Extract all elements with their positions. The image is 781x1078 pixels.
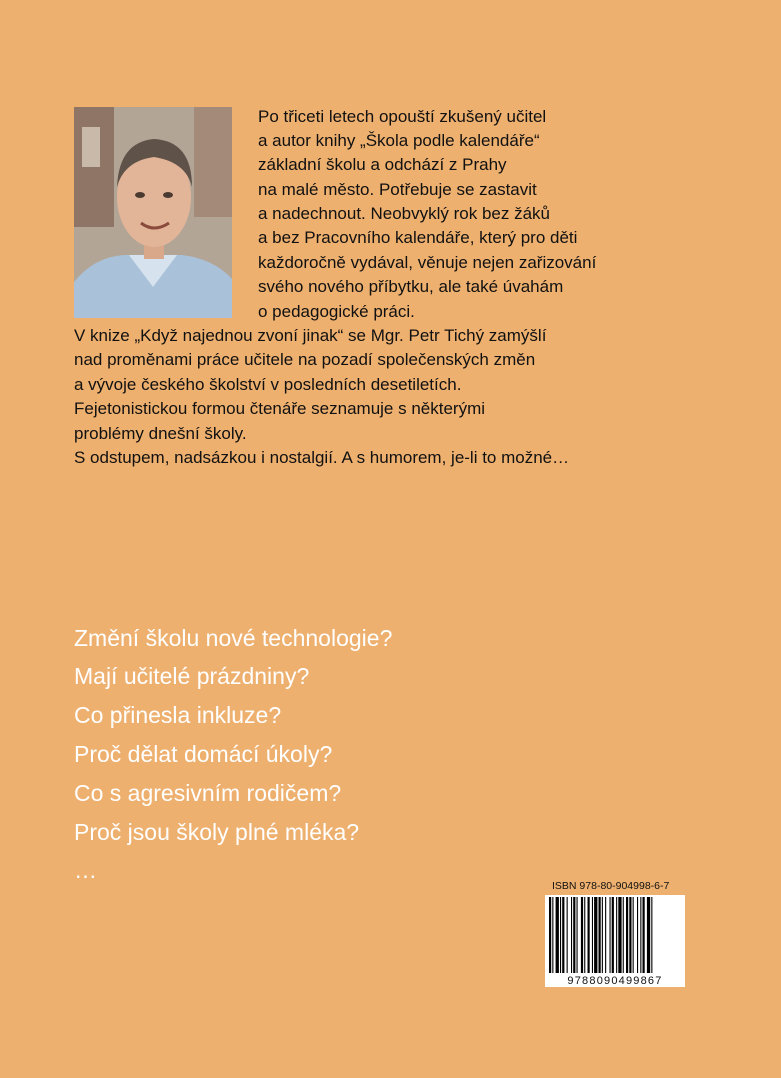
intro-line: svého nového příbytku, ale také úvahám xyxy=(258,277,564,296)
description-line: nad proměnami práce učitele na pozadí společenských změn xyxy=(74,350,536,369)
barcode-bar xyxy=(629,897,631,973)
barcode-bar xyxy=(626,897,628,973)
author-portrait-image xyxy=(74,107,232,318)
question-item: Proč jsou školy plné mléka? xyxy=(74,819,360,845)
barcode-bar xyxy=(599,897,601,973)
question-item: Mají učitelé prázdniny? xyxy=(74,663,310,689)
barcode-bar xyxy=(605,897,606,973)
barcode-bar xyxy=(581,897,583,973)
barcode-bars xyxy=(545,895,685,975)
intro-line: a nadechnout. Neobvyklý rok bez žáků xyxy=(258,204,551,223)
barcode-bar xyxy=(556,897,559,973)
barcode-bar xyxy=(602,897,603,973)
barcode-bar xyxy=(562,897,564,973)
question-item: Změní školu nové technologie? xyxy=(74,625,393,651)
barcode-digits: 9788090499867 xyxy=(545,975,685,987)
barcode-bar xyxy=(618,897,621,973)
isbn-barcode-block xyxy=(545,880,685,990)
question-item: Proč dělat domácí úkoly? xyxy=(74,741,333,767)
barcode xyxy=(545,895,685,975)
description-line: problémy dnešní školy. xyxy=(74,424,247,443)
barcode-bar xyxy=(623,897,624,973)
barcode-bar xyxy=(610,897,611,973)
barcode-bar xyxy=(594,897,597,973)
barcode-bar xyxy=(592,897,593,973)
intro-line: každoročně vydával, věnuje nejen zařizování xyxy=(258,253,597,272)
barcode-bar xyxy=(560,897,561,973)
barcode-bar xyxy=(549,897,551,973)
barcode-bar xyxy=(651,897,652,973)
barcode-bar xyxy=(640,897,641,973)
description-line: S odstupem, nadsázkou i nostalgií. A s humorem, je-li to možné… xyxy=(74,448,570,467)
barcode-bar xyxy=(633,897,634,973)
question-ellipsis: … xyxy=(74,857,97,883)
barcode-bar xyxy=(612,897,614,973)
barcode-bar xyxy=(567,897,568,973)
barcode-bar xyxy=(637,897,638,973)
intro-line: o pedagogické práci. xyxy=(258,302,415,321)
intro-line: a autor knihy „Škola podle kalendáře“ xyxy=(258,131,540,150)
question-item: Co s agresivním rodičem? xyxy=(74,780,342,806)
description-line: V knize „Když najednou zvoní jinak“ se Mgr. Petr Tichý zamýšlí xyxy=(74,326,547,345)
intro-line: základní školu a odchází z Prahy xyxy=(258,155,507,174)
barcode-bar xyxy=(647,897,650,973)
barcode-bar xyxy=(573,897,575,973)
description-line: a vývoje českého školství v posledních desetiletích. xyxy=(74,375,462,394)
barcode-bar xyxy=(571,897,572,973)
intro-line: a bez Pracovního kalendáře, který pro děti xyxy=(258,228,578,247)
question-item: Co přinesla inkluze? xyxy=(74,702,282,728)
isbn-label: ISBN 978-80-904998-6-7 xyxy=(552,880,670,892)
description-line: Fejetonistickou formou čtenáře seznamuje s některými xyxy=(74,399,486,418)
barcode-bar xyxy=(577,897,578,973)
intro-line: na malé město. Potřebuje se zastavit xyxy=(258,180,537,199)
intro-line: Po třiceti letech opouští zkušený učitel xyxy=(258,107,547,126)
barcode-bar xyxy=(588,897,590,973)
author-photo xyxy=(74,107,232,318)
barcode-bar xyxy=(552,897,553,973)
barcode-bar xyxy=(616,897,617,973)
barcode-bar xyxy=(584,897,585,973)
barcode-bar xyxy=(643,897,645,973)
